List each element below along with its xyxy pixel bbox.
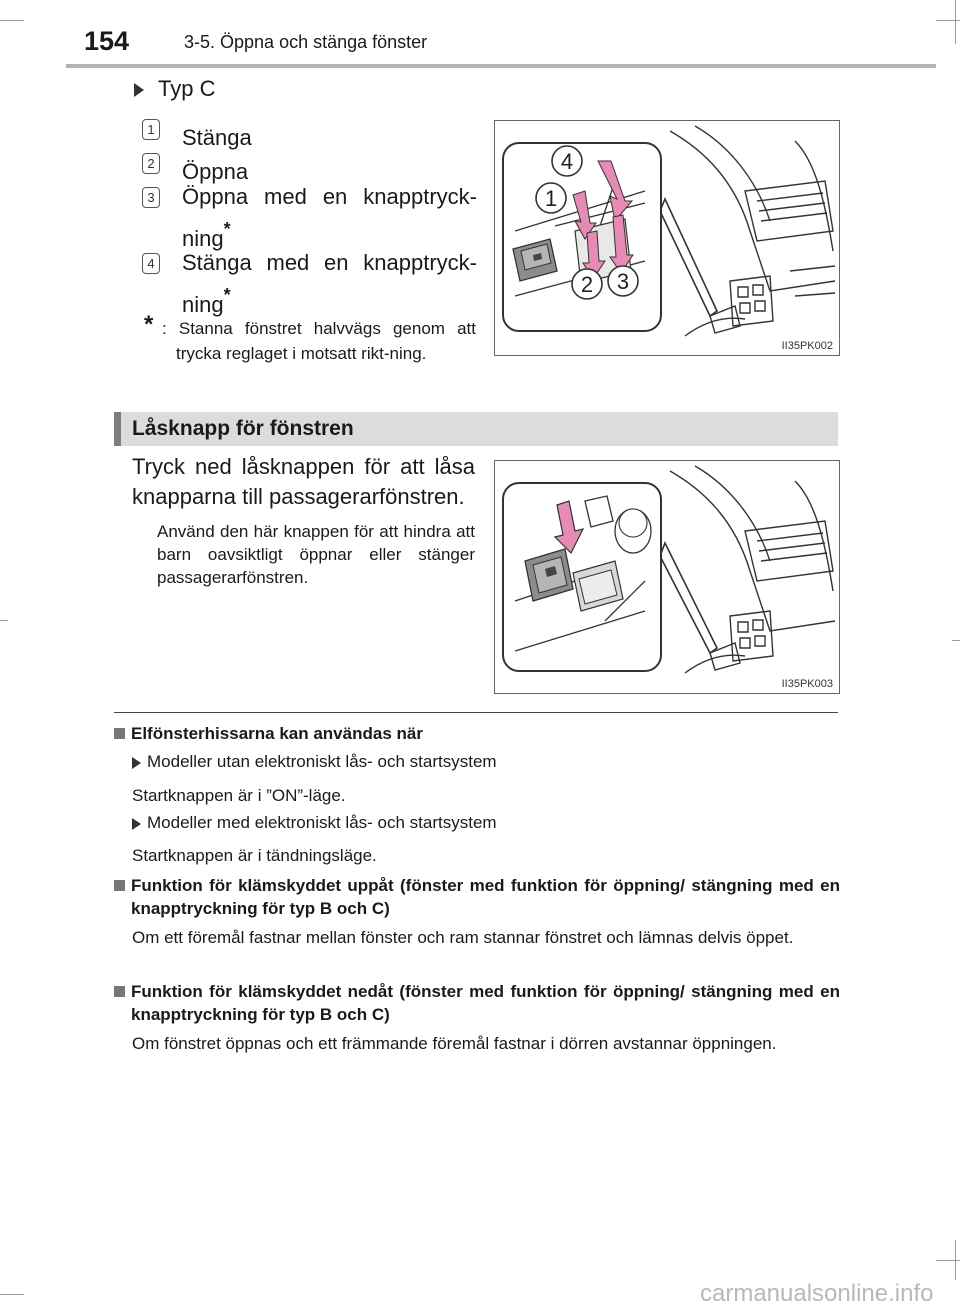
crop-mark [0, 1294, 24, 1295]
step-number: 2 [142, 153, 160, 174]
typ-c-label: Typ C [158, 76, 216, 101]
triangle-bullet-icon [132, 818, 141, 830]
step-text: Öppna med en knapptryck-ning [182, 184, 477, 251]
note-heading [114, 980, 840, 1026]
step-item [142, 180, 477, 255]
callout-2: 2 [580, 272, 594, 297]
crop-mark [0, 620, 8, 621]
window-switch-illustration [495, 121, 839, 355]
step-number: 3 [142, 187, 160, 208]
note-heading-text: Funktion för klämskyddet nedåt (fönster med funktion för öppning/ stängning med en knapptryckning för typ B och C) [131, 982, 840, 1024]
note-heading [114, 722, 840, 745]
triangle-bullet-icon [132, 757, 141, 769]
footnote [144, 311, 476, 366]
note-text: Om ett föremål fastnar mellan fönster och ram stannar fönstret och lämnas delvis öppet. [132, 928, 794, 947]
window-switch-figure [494, 120, 840, 356]
typ-c-heading [134, 76, 215, 102]
note-heading-text: Elfönsterhissarna kan användas när [131, 724, 423, 743]
header-rule [66, 64, 936, 68]
page-number: 154 [84, 26, 130, 56]
crop-mark [952, 640, 960, 641]
model-bullet-text: Modeller med elektroniskt lås- och startsystem [147, 813, 497, 832]
section-heading [114, 412, 838, 446]
figure-code: II35PK003 [781, 678, 833, 690]
note-text: Startknappen är i ”ON”-läge. [132, 786, 346, 805]
watermark: carmanualsonline.info [700, 1280, 934, 1307]
footnote-star: * [223, 285, 231, 305]
lock-note-text: Använd den här knappen för att hindra att barn oavsiktligt öppnar eller stänger passagerarfönstren. [157, 522, 475, 587]
figure-code: II35PK002 [781, 340, 833, 352]
model-bullet [132, 813, 497, 833]
footnote-star: * [144, 311, 154, 338]
crop-mark [936, 1260, 960, 1261]
step-text: Stänga med en knapptryck-ning [182, 250, 477, 317]
note-text: Om fönstret öppnas och ett främmande föremål fastnar i dörren avstannar öppningen. [132, 1034, 777, 1053]
lock-intro-text: Tryck ned låsknappen för att låsa knapparna till passagerarfönstren. [132, 454, 475, 509]
running-head: 3-5. Öppna och stänga fönster [184, 32, 428, 52]
step-number: 4 [142, 253, 160, 274]
footnote-star: * [223, 219, 231, 239]
section-divider [114, 712, 838, 713]
footnote-text: : Stanna fönstret halvvägs genom att trycka reglaget i motsatt rikt-ning. [162, 319, 476, 363]
section-heading-title: Låsknapp för fönstren [132, 417, 354, 440]
square-bullet-icon [114, 728, 125, 739]
lock-switch-illustration [495, 461, 839, 693]
note-heading-text: Funktion för klämskyddet uppåt (fönster med funktion för öppning/ stängning med en knapptryckning för typ B och C) [131, 876, 840, 918]
triangle-bullet-icon [134, 83, 144, 97]
crop-mark [955, 0, 956, 44]
square-bullet-icon [114, 986, 125, 997]
note-text: Startknappen är i tändningsläge. [132, 846, 377, 865]
callout-3: 3 [616, 269, 630, 294]
section-heading-bar [114, 412, 121, 446]
model-bullet [132, 752, 497, 772]
square-bullet-icon [114, 880, 125, 891]
lock-switch-figure [494, 460, 840, 694]
step-number: 1 [142, 119, 160, 140]
step-text: Öppna [182, 159, 249, 184]
callout-1: 1 [544, 186, 558, 211]
crop-mark [0, 20, 24, 21]
step-text: Stänga [182, 125, 252, 150]
step-item [142, 246, 477, 321]
note-heading [114, 874, 840, 920]
crop-mark [936, 20, 960, 21]
callout-4: 4 [560, 149, 574, 174]
model-bullet-text: Modeller utan elektroniskt lås- och startsystem [147, 752, 497, 771]
